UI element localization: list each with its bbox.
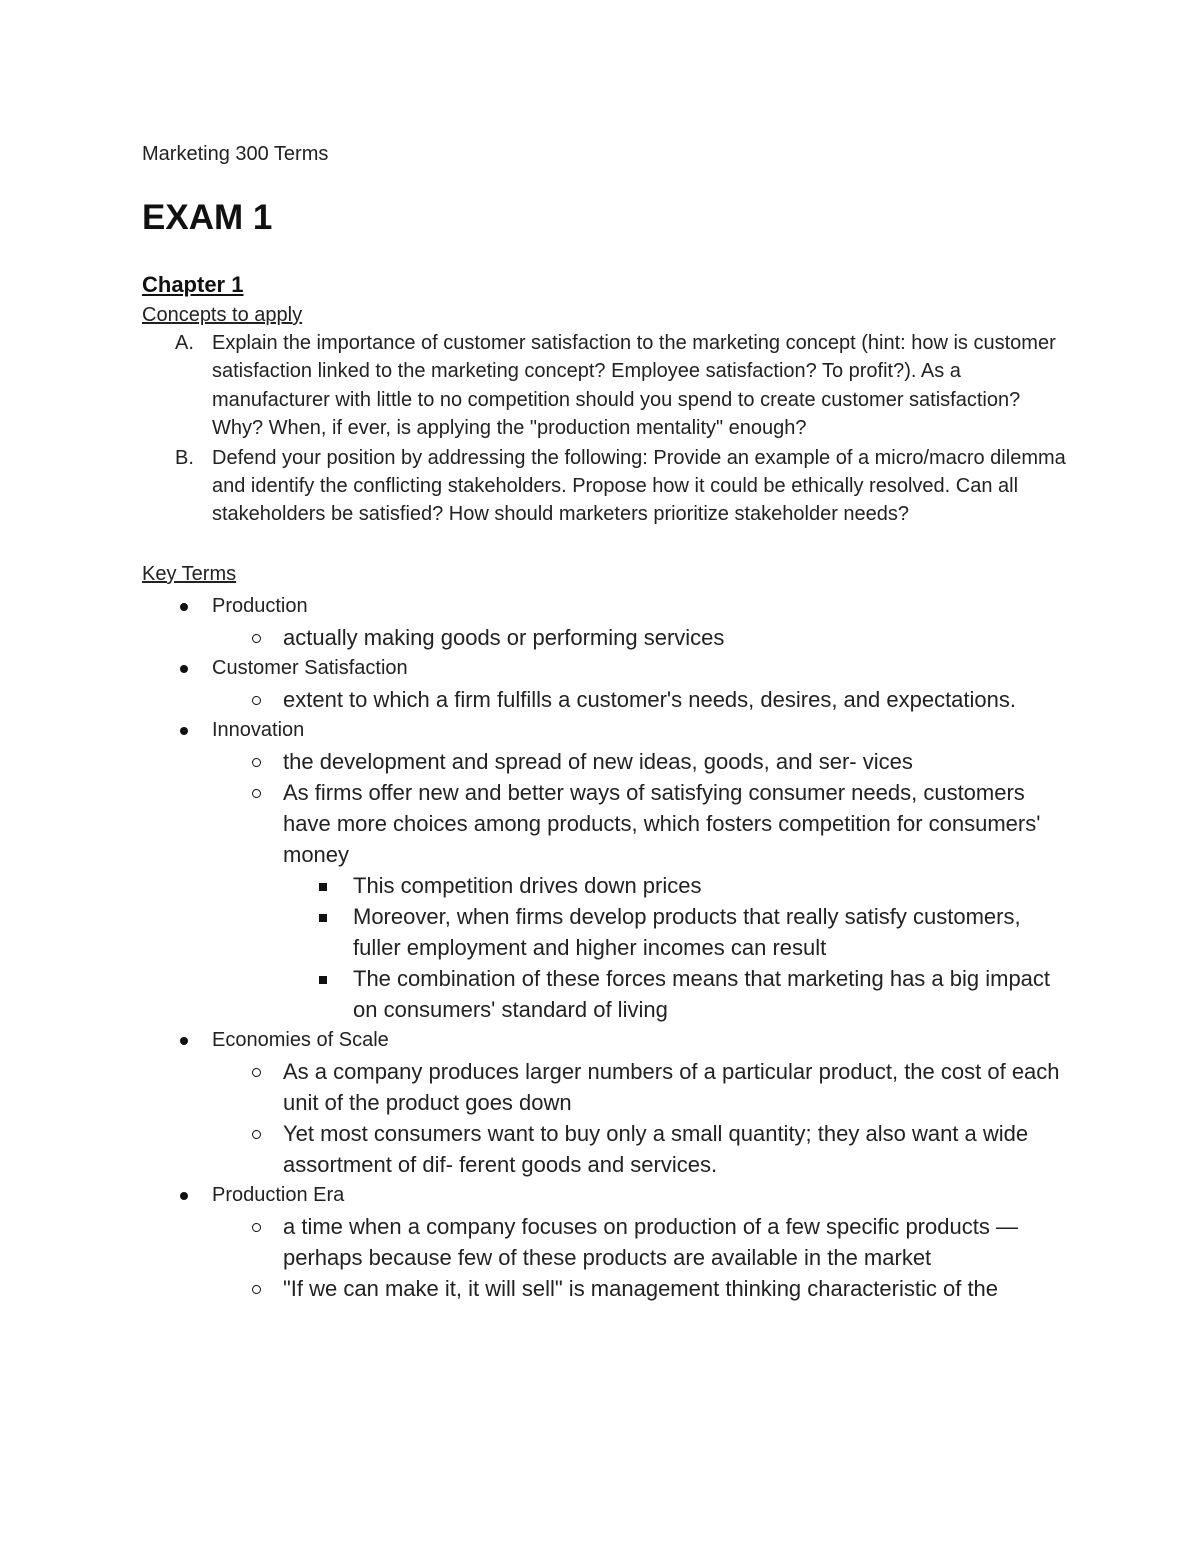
concept-text: Explain the importance of customer satisfaction to the marketing concept (hint: how is customer satisfaction linked to the marketing concept? Employee satisfaction? To profit?). As a manufacturer with little to no competition should you spend to create customer satisfaction? Why? When, if ever, is applying the "production mentality" enough?	[212, 332, 1056, 440]
document-subtitle: Marketing 300 Terms	[142, 143, 329, 165]
filled-bullet-icon	[180, 603, 188, 611]
sub-point-list	[283, 870, 1072, 1025]
definition-list	[212, 1211, 1072, 1304]
definition-item	[212, 746, 1072, 777]
hollow-bullet-icon	[252, 1223, 261, 1232]
key-term-item	[142, 1180, 1072, 1304]
definition-list	[212, 1056, 1072, 1180]
concept-item	[142, 444, 1072, 529]
key-term-item	[142, 715, 1072, 1025]
key-terms-list	[142, 591, 1072, 1304]
hollow-bullet-icon	[252, 1130, 261, 1139]
definition-list	[212, 746, 1072, 1025]
concepts-label: Concepts to apply	[142, 304, 303, 326]
hollow-bullet-icon	[252, 696, 261, 705]
square-bullet-icon	[319, 914, 327, 922]
key-terms-label: Key Terms	[142, 562, 237, 585]
concept-marker: A.	[175, 332, 194, 354]
filled-bullet-icon	[180, 1037, 188, 1045]
definition-list	[212, 684, 1072, 715]
definition-item	[212, 777, 1072, 1025]
definition-item	[212, 1118, 1072, 1180]
sub-point-text: The combination of these forces means that marketing has a big impact on consumers' standard of living	[353, 965, 1051, 1022]
filled-bullet-icon	[180, 727, 188, 735]
concept-marker: B.	[175, 446, 194, 469]
definition-item	[212, 1273, 1072, 1304]
hollow-bullet-icon	[252, 789, 261, 798]
key-term-name: Production Era	[212, 1183, 345, 1206]
sub-point-text: This competition drives down prices	[353, 872, 702, 898]
key-term-name: Economies of Scale	[212, 1028, 389, 1051]
filled-bullet-icon	[180, 665, 188, 673]
document-page	[142, 140, 1072, 1304]
definition-text: "If we can make it, it will sell" is management thinking characteristic of the	[283, 1275, 999, 1301]
definition-item	[212, 1211, 1072, 1273]
key-term-item	[142, 653, 1072, 715]
definition-text: extent to which a firm fulfills a customer's needs, desires, and expectations.	[283, 686, 1016, 712]
definition-text: the development and spread of new ideas, goods, and ser- vices	[283, 748, 913, 774]
definition-text: a time when a company focuses on production of a few specific products —perhaps because few of these products are available in the market	[283, 1213, 1018, 1270]
sub-point-text: Moreover, when firms develop products that really satisfy customers, fuller employment and higher incomes can result	[353, 903, 1021, 960]
concept-item	[142, 329, 1072, 443]
key-term-name: Production	[212, 594, 308, 617]
definition-text: As firms offer new and better ways of satisfying consumer needs, customers have more choices among products, which fosters competition for consumers' money	[283, 779, 1041, 867]
definition-item	[212, 684, 1072, 715]
hollow-bullet-icon	[252, 634, 261, 643]
sub-point-item	[283, 901, 1072, 963]
hollow-bullet-icon	[252, 1285, 261, 1294]
sub-point-item	[283, 870, 1072, 901]
key-term-item	[142, 591, 1072, 653]
hollow-bullet-icon	[252, 758, 261, 767]
chapter-heading: Chapter 1	[142, 272, 244, 297]
concept-text: Defend your position by addressing the following: Provide an example of a micro/macro dilemma and identify the conflicting stakeholders. Propose how it could be ethically resolved. Can all stakeholders be satisfied? How should marketers prioritize stakeholder needs?	[212, 446, 1066, 526]
definition-list	[212, 622, 1072, 653]
definition-text: actually making goods or performing services	[283, 624, 725, 650]
definition-text: Yet most consumers want to buy only a small quantity; they also want a wide assortment of dif- ferent goods and services.	[283, 1120, 1029, 1177]
concepts-list	[142, 329, 1072, 529]
square-bullet-icon	[319, 883, 327, 891]
sub-point-item	[283, 963, 1072, 1025]
definition-text: As a company produces larger numbers of a particular product, the cost of each unit of the product goes down	[283, 1058, 1060, 1115]
filled-bullet-icon	[180, 1192, 188, 1200]
key-term-name: Customer Satisfaction	[212, 656, 408, 679]
definition-item	[212, 1056, 1072, 1118]
definition-item	[212, 622, 1072, 653]
key-term-name: Innovation	[212, 718, 305, 741]
square-bullet-icon	[319, 976, 327, 984]
hollow-bullet-icon	[252, 1068, 261, 1077]
document-title: EXAM 1	[142, 198, 273, 237]
key-term-item	[142, 1025, 1072, 1180]
